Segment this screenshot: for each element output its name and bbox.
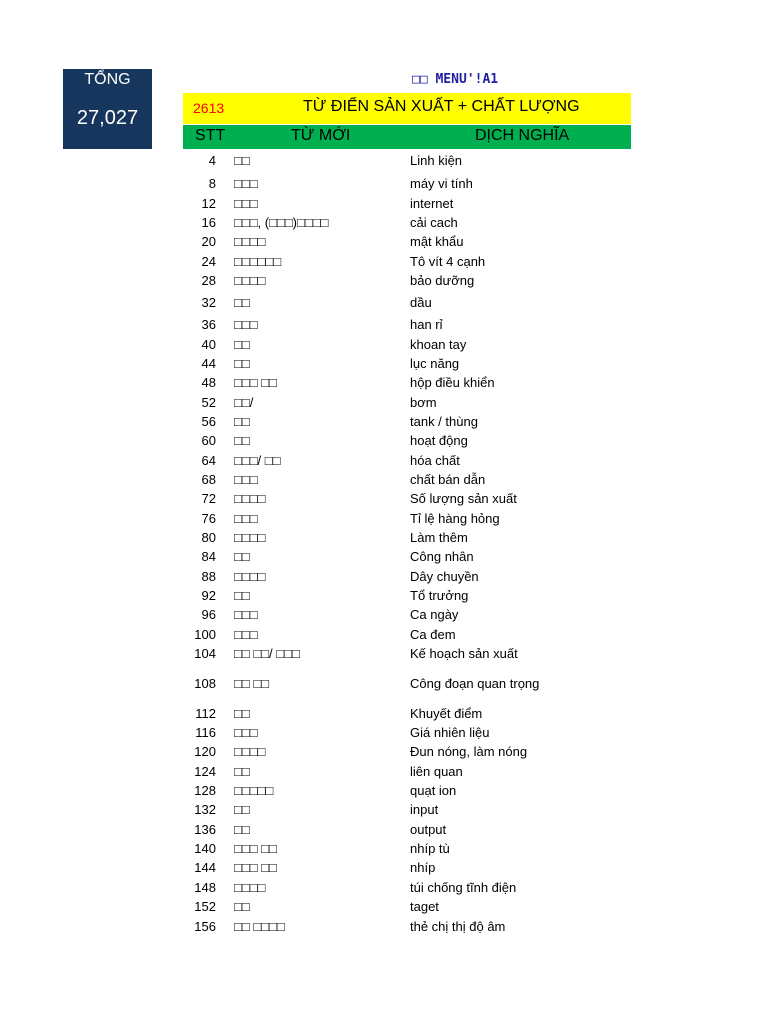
row-stt[interactable]: 152 [194, 899, 216, 914]
table-row [0, 529, 768, 547]
row-meaning[interactable]: thẻ chị thị độ âm [410, 919, 506, 934]
row-meaning[interactable]: mật khẩu [410, 234, 464, 249]
table-row [0, 152, 768, 170]
row-meaning[interactable]: internet [410, 196, 454, 211]
row-stt[interactable]: 4 [208, 153, 216, 168]
row-stt[interactable]: 40 [201, 337, 216, 352]
row-stt[interactable]: 120 [194, 744, 216, 759]
table-row [0, 587, 768, 605]
row-word[interactable]: □□ [234, 588, 250, 603]
column-header-meaning: DỊCH NGHĨA [475, 127, 570, 144]
table-row [0, 801, 768, 819]
row-stt[interactable]: 116 [195, 725, 216, 740]
row-word[interactable]: □□□□ [234, 273, 266, 288]
table-row [0, 568, 768, 586]
row-meaning[interactable]: hoạt động [410, 433, 468, 448]
row-stt[interactable]: 132 [194, 802, 216, 817]
table-row [0, 879, 768, 897]
row-meaning[interactable]: Công nhân [410, 549, 474, 564]
table-row [0, 743, 768, 761]
row-word[interactable]: □□□, (□□□)□□□□ [234, 215, 329, 230]
row-word[interactable]: □□ □□/ □□□ [234, 646, 300, 661]
row-meaning[interactable]: lục năng [410, 356, 460, 371]
row-word[interactable]: □□□ [234, 472, 258, 487]
row-meaning[interactable]: Tô vít 4 cạnh [410, 254, 486, 269]
table-row [0, 175, 768, 193]
row-meaning[interactable]: bảo dưỡng [410, 273, 475, 288]
row-meaning[interactable]: output [410, 822, 447, 837]
row-stt[interactable]: 48 [201, 375, 216, 390]
row-meaning[interactable]: nhíp [410, 860, 436, 875]
row-meaning[interactable]: input [410, 802, 439, 817]
row-word[interactable]: □□ [234, 549, 250, 564]
row-stt[interactable]: 52 [201, 395, 216, 410]
row-meaning[interactable]: han rỉ [410, 317, 443, 332]
sheet-title: TỪ ĐIỂN SẢN XUẤT + CHẤT LƯỢNG [303, 98, 580, 115]
table-row [0, 898, 768, 916]
table-row [0, 763, 768, 781]
table-row [0, 253, 768, 271]
total-value: 27,027 [76, 107, 139, 129]
table-row [0, 195, 768, 213]
row-meaning[interactable]: hóa chất [410, 453, 460, 468]
table-row [0, 782, 768, 800]
row-word[interactable]: □□□ [234, 196, 258, 211]
row-word[interactable]: □□□□ [234, 530, 266, 545]
row-meaning[interactable]: Ca đem [410, 627, 456, 642]
row-stt[interactable]: 104 [194, 646, 216, 661]
table-row [0, 214, 768, 232]
row-stt[interactable]: 20 [201, 234, 216, 249]
row-stt[interactable]: 148 [194, 880, 216, 895]
row-meaning[interactable]: Đun nóng, làm nóng [410, 744, 528, 759]
table-row [0, 724, 768, 742]
table-row [0, 859, 768, 877]
row-word[interactable]: □□□ [234, 725, 258, 740]
row-stt[interactable]: 100 [194, 627, 216, 642]
table-row [0, 645, 768, 663]
row-stt[interactable]: 128 [194, 783, 216, 798]
row-meaning[interactable]: túi chống tĩnh điện [410, 880, 517, 895]
table-row [0, 821, 768, 839]
row-stt[interactable]: 44 [201, 356, 216, 371]
table-row [0, 840, 768, 858]
row-meaning[interactable]: Linh kiện [410, 153, 463, 168]
column-header-word: TỪ MỚI [291, 127, 351, 144]
table-row [0, 490, 768, 508]
row-meaning[interactable]: taget [410, 899, 439, 914]
table-row [0, 272, 768, 290]
row-word[interactable]: □□ [234, 337, 250, 352]
row-word[interactable]: □□ [234, 153, 250, 168]
entry-count: 2613 [193, 100, 225, 116]
row-stt[interactable]: 36 [201, 317, 216, 332]
row-meaning[interactable]: Công đoạn quan trọng [410, 676, 540, 691]
row-meaning[interactable]: tank / thùng [410, 414, 478, 429]
row-word[interactable]: □□□ [234, 627, 258, 642]
row-meaning[interactable]: máy vi tính [410, 176, 473, 191]
row-word[interactable]: □□□□ [234, 744, 266, 759]
table-row [0, 355, 768, 373]
menu-hyperlink[interactable]: □□ MENU'!A1 [412, 72, 499, 87]
row-stt[interactable]: 136 [194, 822, 216, 837]
table-row [0, 294, 768, 312]
row-word[interactable]: □□□ [234, 607, 258, 622]
table-row [0, 471, 768, 489]
table-row [0, 548, 768, 566]
row-word[interactable]: □□□□ [234, 234, 266, 249]
row-meaning[interactable]: Tổ trưởng [410, 588, 469, 603]
row-meaning[interactable]: liên quan [410, 764, 463, 779]
row-meaning[interactable]: Khuyết điểm [410, 706, 483, 721]
row-word[interactable]: □□□□ [234, 880, 266, 895]
row-stt[interactable]: 84 [201, 549, 216, 564]
row-stt[interactable]: 56 [201, 414, 216, 429]
total-label: TỔNG [84, 71, 131, 88]
table-row [0, 394, 768, 412]
row-stt[interactable]: 72 [201, 491, 216, 506]
row-meaning[interactable]: quạt ion [410, 783, 457, 798]
row-word[interactable]: □□ [234, 433, 250, 448]
row-meaning[interactable]: Dây chuyền [410, 569, 479, 584]
table-row [0, 374, 768, 392]
table-row [0, 413, 768, 431]
row-meaning[interactable]: Tỉ lệ hàng hỏng [410, 511, 500, 526]
row-meaning[interactable]: bơm [410, 395, 437, 410]
row-meaning[interactable]: cải cach [410, 215, 458, 230]
row-stt[interactable]: 108 [194, 676, 216, 691]
row-meaning[interactable]: Kế hoạch sản xuất [410, 646, 518, 661]
row-word[interactable]: □□□ [234, 317, 258, 332]
table-row [0, 626, 768, 644]
row-meaning[interactable]: Làm thêm [410, 530, 468, 545]
row-stt[interactable]: 24 [201, 254, 216, 269]
table-row [0, 336, 768, 354]
row-stt[interactable]: 88 [201, 569, 216, 584]
row-word[interactable]: □□/ [234, 395, 254, 410]
row-word[interactable]: □□ [234, 414, 250, 429]
row-stt[interactable]: 68 [201, 472, 216, 487]
row-meaning[interactable]: dầu [410, 295, 432, 310]
row-meaning[interactable]: Giá nhiên liệu [410, 725, 490, 740]
row-word[interactable]: □□□□ [234, 569, 266, 584]
table-row [0, 606, 768, 624]
row-meaning[interactable]: Ca ngày [410, 607, 459, 622]
table-row [0, 675, 768, 693]
row-stt[interactable]: 28 [201, 273, 216, 288]
row-word[interactable]: □□□ □□ [234, 841, 277, 856]
row-stt[interactable]: 60 [201, 433, 216, 448]
row-stt[interactable]: 140 [194, 841, 216, 856]
row-stt[interactable]: 80 [201, 530, 216, 545]
table-row [0, 233, 768, 251]
row-word[interactable]: □□ [234, 764, 250, 779]
row-word[interactable]: □□□ □□ [234, 375, 277, 390]
row-meaning[interactable]: chất bán dẫn [410, 472, 486, 487]
table-row [0, 316, 768, 334]
row-stt[interactable]: 16 [201, 215, 216, 230]
row-word[interactable]: □□ [234, 899, 250, 914]
row-word[interactable]: □□□ [234, 176, 258, 191]
row-word[interactable]: □□□□ [234, 491, 266, 506]
row-word[interactable]: □□□□□ [234, 783, 274, 798]
row-word[interactable]: □□ [234, 356, 250, 371]
row-stt[interactable]: 8 [208, 176, 216, 191]
row-stt[interactable]: 124 [194, 764, 216, 779]
row-stt[interactable]: 32 [201, 295, 216, 310]
row-stt[interactable]: 92 [201, 588, 216, 603]
table-row [0, 918, 768, 936]
row-meaning[interactable]: hộp điều khiển [410, 375, 495, 390]
column-header-stt: STT [195, 127, 226, 144]
row-meaning[interactable]: Số lượng sản xuất [410, 491, 517, 506]
table-row [0, 452, 768, 470]
row-stt[interactable]: 96 [201, 607, 216, 622]
row-word[interactable]: □□□ [234, 511, 258, 526]
row-word[interactable]: □□ [234, 706, 250, 721]
row-word[interactable]: □□□ □□ [234, 860, 277, 875]
table-row [0, 432, 768, 450]
row-stt[interactable]: 112 [195, 706, 216, 721]
row-word[interactable]: □□ □□□□ [234, 919, 285, 934]
table-row [0, 510, 768, 528]
row-word[interactable]: □□ [234, 802, 250, 817]
row-stt[interactable]: 144 [194, 860, 216, 875]
table-row [0, 705, 768, 723]
row-stt[interactable]: 76 [201, 511, 216, 526]
row-word[interactable]: □□ □□ [234, 676, 270, 691]
row-stt[interactable]: 12 [201, 196, 216, 211]
row-word[interactable]: □□ [234, 295, 250, 310]
row-word[interactable]: □□□/ □□ [234, 453, 281, 468]
row-word[interactable]: □□□□□□ [234, 254, 282, 269]
row-stt[interactable]: 156 [194, 919, 216, 934]
row-word[interactable]: □□ [234, 822, 250, 837]
row-stt[interactable]: 64 [201, 453, 216, 468]
row-meaning[interactable]: nhíp tù [410, 841, 450, 856]
row-meaning[interactable]: khoan tay [410, 337, 467, 352]
